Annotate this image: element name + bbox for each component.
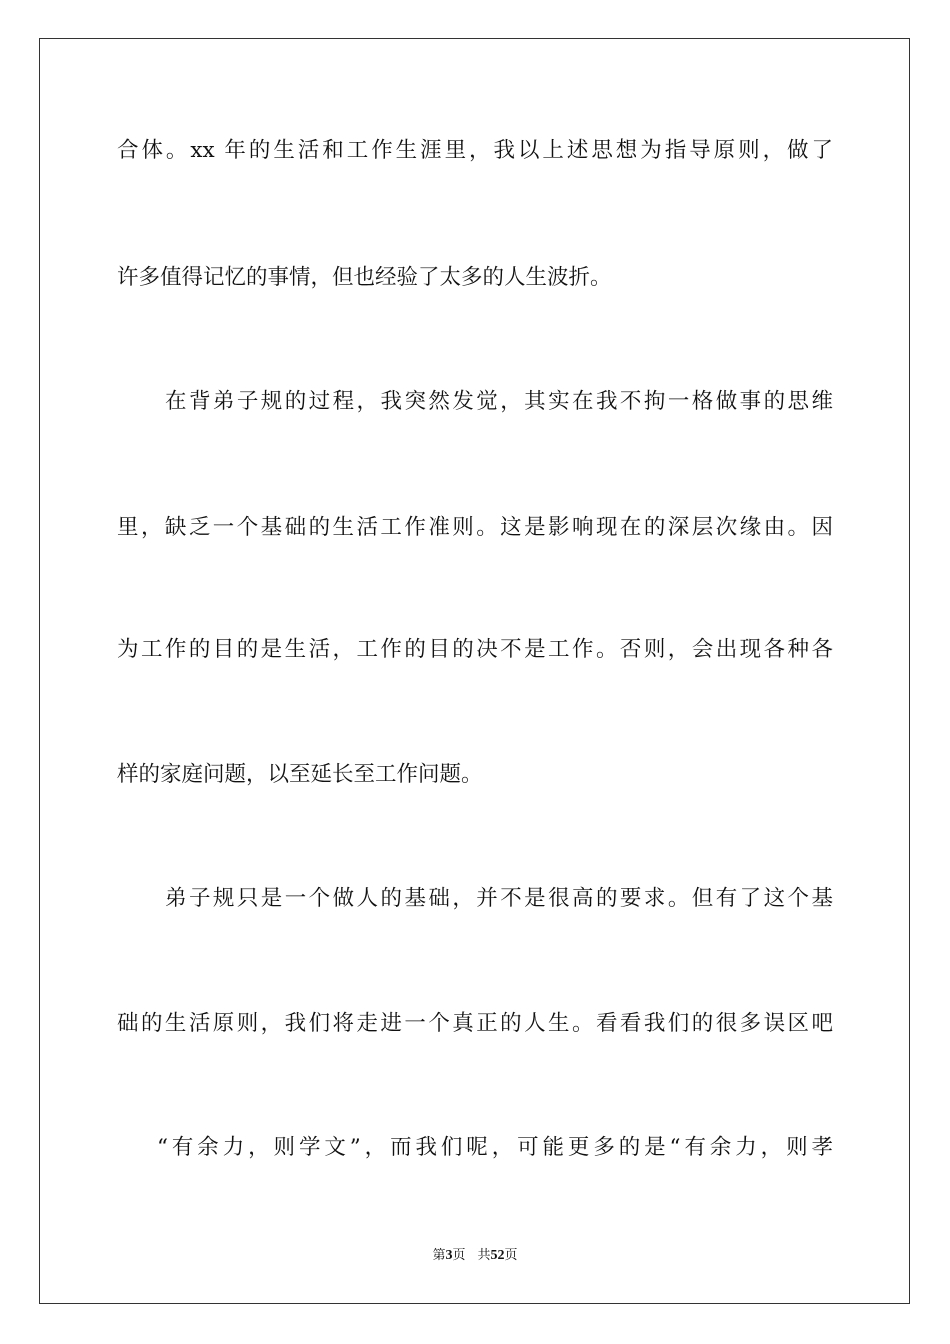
text-line-6: 样的家庭问题，以至延长至工作问题。: [117, 762, 483, 787]
total-suffix: 页: [504, 1248, 518, 1263]
text-line-1: 合体。xx 年的生活和工作生涯里，我以上述思想为指导原则，做了: [117, 138, 833, 163]
text-line-7: 弟子规只是一个做人的基础，并不是很高的要求。但有了这个基: [165, 886, 833, 911]
text-line-2: 许多值得记忆的事情，但也经验了太多的人生波折。: [117, 265, 612, 290]
text-line-8: 础的生活原则，我们将走进一个真正的人生。看看我们的很多误区吧: [117, 1011, 833, 1036]
total-pages: 52: [490, 1248, 505, 1263]
text-line-4: 里，缺乏一个基础的生活工作准则。这是影响现在的深层次缘由。因: [117, 515, 833, 540]
text-line-9: “有余力，则学文”，而我们呢，可能更多的是“有余力，则孝: [157, 1135, 833, 1160]
page-suffix: 页: [452, 1248, 466, 1263]
page-number: 3: [445, 1248, 453, 1263]
total-prefix: 共: [477, 1248, 491, 1263]
page-border: [39, 38, 910, 1304]
page-prefix: 第: [432, 1248, 446, 1263]
text-line-3: 在背弟子规的过程，我突然发觉，其实在我不拘一格做事的思维: [165, 389, 833, 414]
page-footer: [0, 1247, 950, 1265]
text-line-5: 为工作的目的是生活，工作的目的决不是工作。否则，会出现各种各: [117, 637, 833, 662]
